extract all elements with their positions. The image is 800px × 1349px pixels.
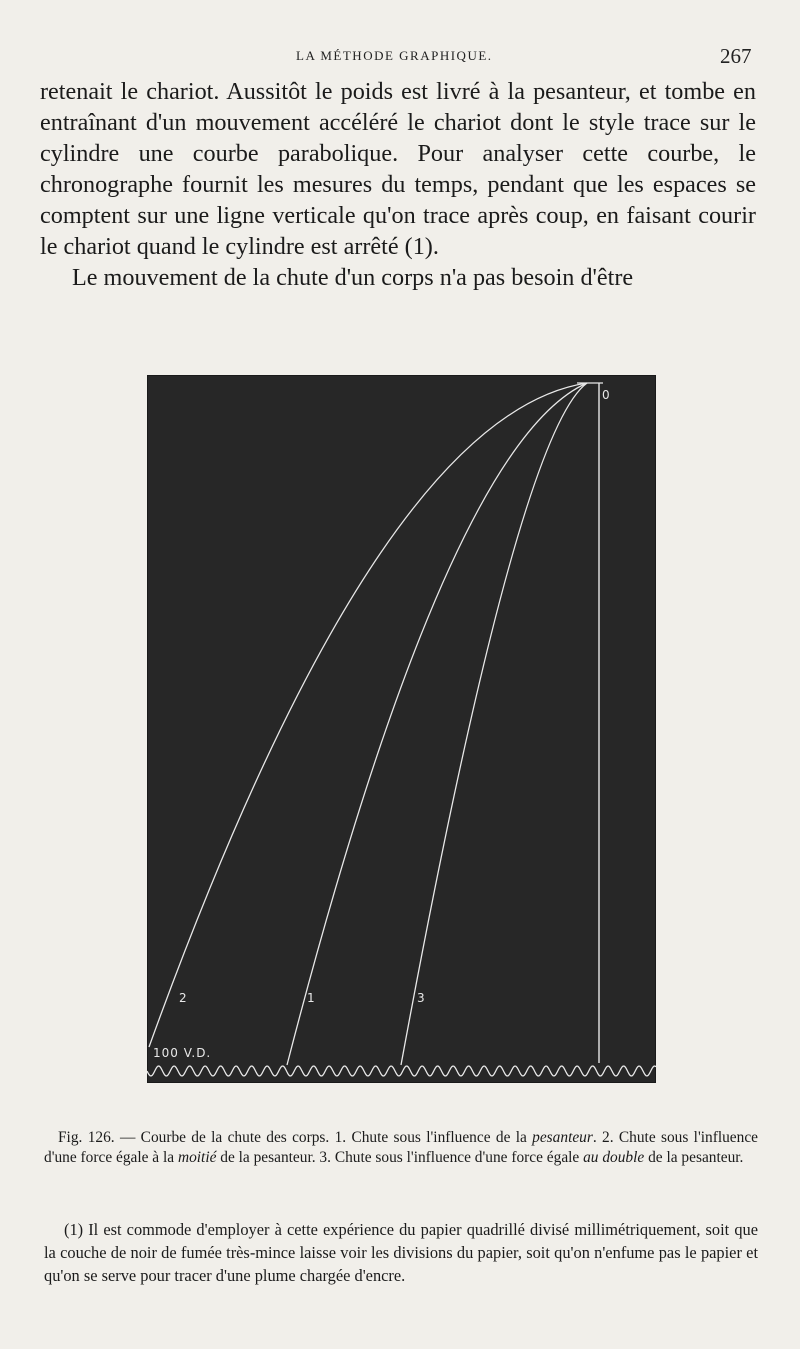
smoked-paper-background: [147, 375, 656, 1083]
footnote-text: (1) Il est commode d'employer à cette expérience du papier quadrillé divisé millimétriquement, soit que la couche de noir de fumée très-mince laisse voir les divisions du papier, soit qu'on n'enfume pas le papier et qu'on se serve pour tracer d'une plume chargée d'encre.: [44, 1220, 758, 1285]
caption-emph-au-double: au double: [583, 1149, 645, 1166]
paragraph-1: retenait le chariot. Aussitôt le poids est livré à la pesanteur, et tombe en entraînant d'un mouvement accéléré le chariot dont le style trace sur le cylindre une courbe parabolique. Pour analyser cette courbe, le chronographe fournit les mesures du temps, pendant que les espaces se comptent sur une ligne verticale qu'on trace après coup, en faisant courir le chariot quand le cylindre est arrêté (1).: [40, 78, 756, 260]
body-text: [40, 76, 756, 293]
caption-emph-pesanteur: pesanteur: [532, 1129, 593, 1146]
figure-caption: [44, 1128, 758, 1168]
caption-part-2: . 2. Chute sous l'influence d'une force égale à la: [44, 1129, 758, 1166]
running-head: [0, 44, 800, 70]
caption-text: [44, 1128, 758, 1168]
figure-126: [147, 375, 656, 1083]
caption-part-4: de la pesanteur.: [644, 1149, 744, 1166]
paragraph-2: Le mouvement de la chute d'un corps n'a pas besoin d'être: [72, 264, 634, 291]
curve-2-label: 2: [179, 991, 187, 1005]
footnote: [44, 1218, 758, 1287]
curve-1-label: 1: [307, 991, 315, 1005]
curve-3-label: 3: [417, 991, 425, 1005]
falling-bodies-trace-figure: [147, 375, 656, 1083]
caption-fig-label: Fig. 126.: [58, 1129, 115, 1146]
origin-label: 0: [602, 388, 610, 402]
caption-emph-moitie: moitié: [177, 1149, 217, 1166]
caption-part-3: de la pesanteur. 3. Chute sous l'influence d'une force égale: [216, 1149, 584, 1166]
page-number: 267: [720, 44, 752, 68]
caption-part-1: — Courbe de la chute des corps. 1. Chute sous l'influence de la: [114, 1129, 533, 1146]
running-title: LA MÉTHODE GRAPHIQUE.: [296, 48, 493, 63]
chronograph-label: 100 V.D.: [153, 1046, 212, 1060]
